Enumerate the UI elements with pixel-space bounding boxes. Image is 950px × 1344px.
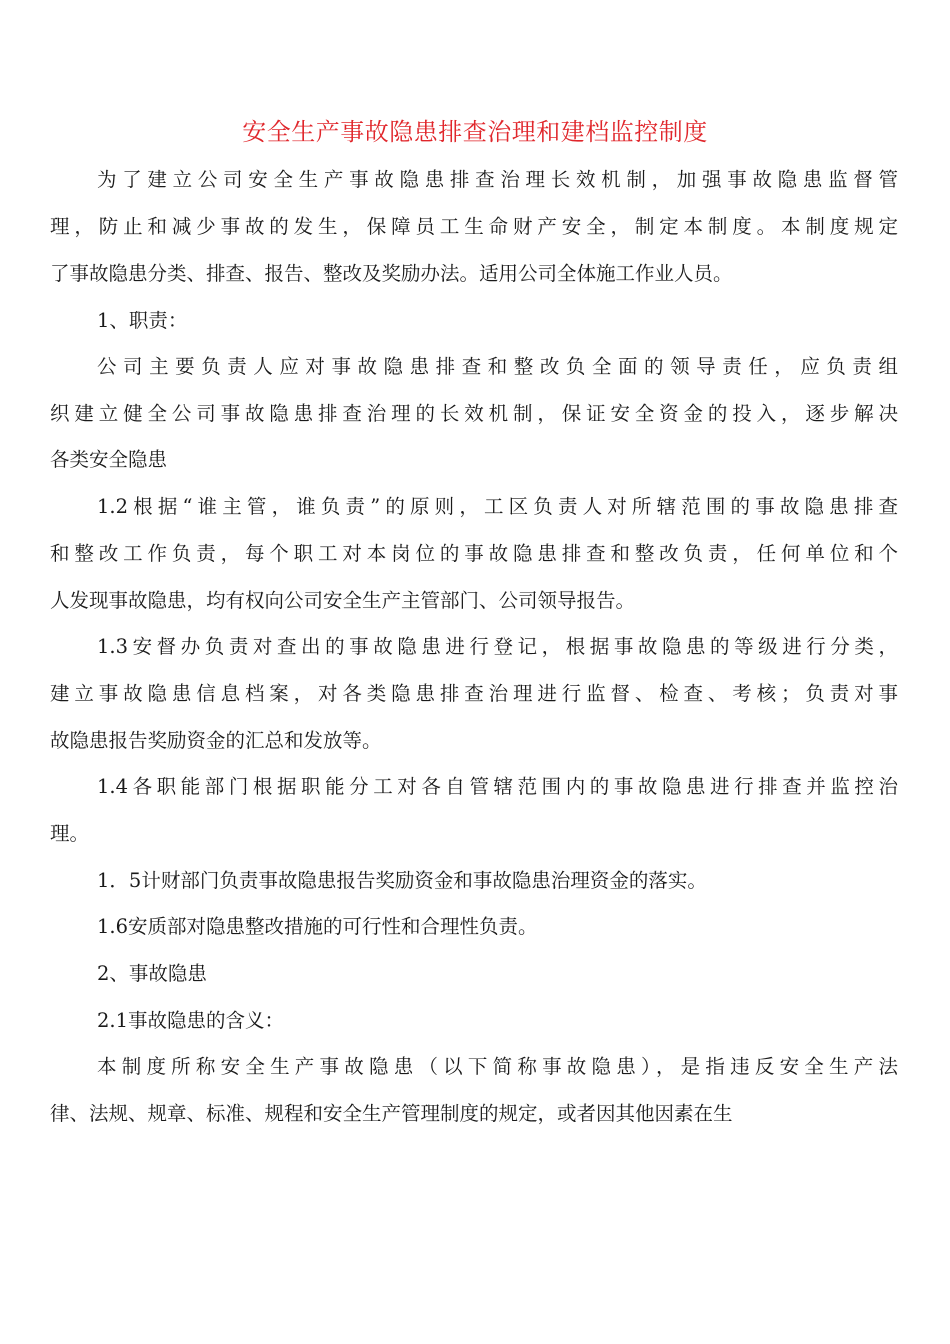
paragraph-line: 1.3安督办负责对查出的事故隐患进行登记，根据事故隐患的等级进行分类， (97, 635, 898, 658)
paragraph-line: 公司主要负责人应对事故隐患排查和整改负全面的领导责任，应负责组 (97, 355, 898, 378)
paragraph-line: 1．5计财部门负责事故隐患报告奖励资金和事故隐患治理资金的落实。 (97, 869, 707, 892)
section-heading: 1、职责： (97, 309, 188, 332)
paragraph-line: 和整改工作负责，每个职工对本岗位的事故隐患排查和整改负责，任何单位和个 (50, 542, 898, 565)
paragraph-line: 律、法规、规章、标准、规程和安全生产管理制度的规定，或者因其他因素在生 (50, 1102, 733, 1125)
paragraph-line: 1.2根据“谁主管，谁负责”的原则，工区负责人对所辖范围的事故隐患排查 (97, 495, 898, 518)
paragraph-line: 1.6安质部对隐患整改措施的可行性和合理性负责。 (97, 915, 538, 938)
paragraph-line: 本制度所称安全生产事故隐患（以下简称事故隐患），是指违反安全生产法 (97, 1055, 898, 1078)
section-heading: 2、事故隐患 (97, 962, 207, 985)
paragraph-line: 人发现事故隐患，均有权向公司安全生产主管部门、公司领导报告。 (50, 589, 636, 612)
paragraph-line: 建立事故隐患信息档案，对各类隐患排查治理进行监督、检查、考核；负责对事 (50, 682, 898, 705)
paragraph-line: 了事故隐患分类、排查、报告、整改及奖励办法。适用公司全体施工作业人员。 (50, 262, 733, 285)
paragraph-line: 织建立健全公司事故隐患排查治理的长效机制，保证安全资金的投入，逐步解决 (50, 402, 898, 425)
paragraph-line: 1.4各职能部门根据职能分工对各自管辖范围内的事故隐患进行排查并监控治 (97, 775, 898, 798)
document-title: 安全生产事故隐患排查治理和建档监控制度 (242, 118, 708, 146)
paragraph-line: 理，防止和减少事故的发生，保障员工生命财产安全，制定本制度。本制度规定 (50, 215, 898, 238)
paragraph-line: 理。 (50, 822, 90, 845)
paragraph-line: 故隐患报告奖励资金的汇总和发放等。 (50, 729, 382, 752)
paragraph-line: 各类安全隐患 (50, 448, 168, 471)
paragraph-line: 为了建立公司安全生产事故隐患排查治理长效机制，加强事故隐患监督管 (97, 168, 898, 191)
subsection-heading: 2.1事故隐患的含义： (97, 1009, 285, 1032)
